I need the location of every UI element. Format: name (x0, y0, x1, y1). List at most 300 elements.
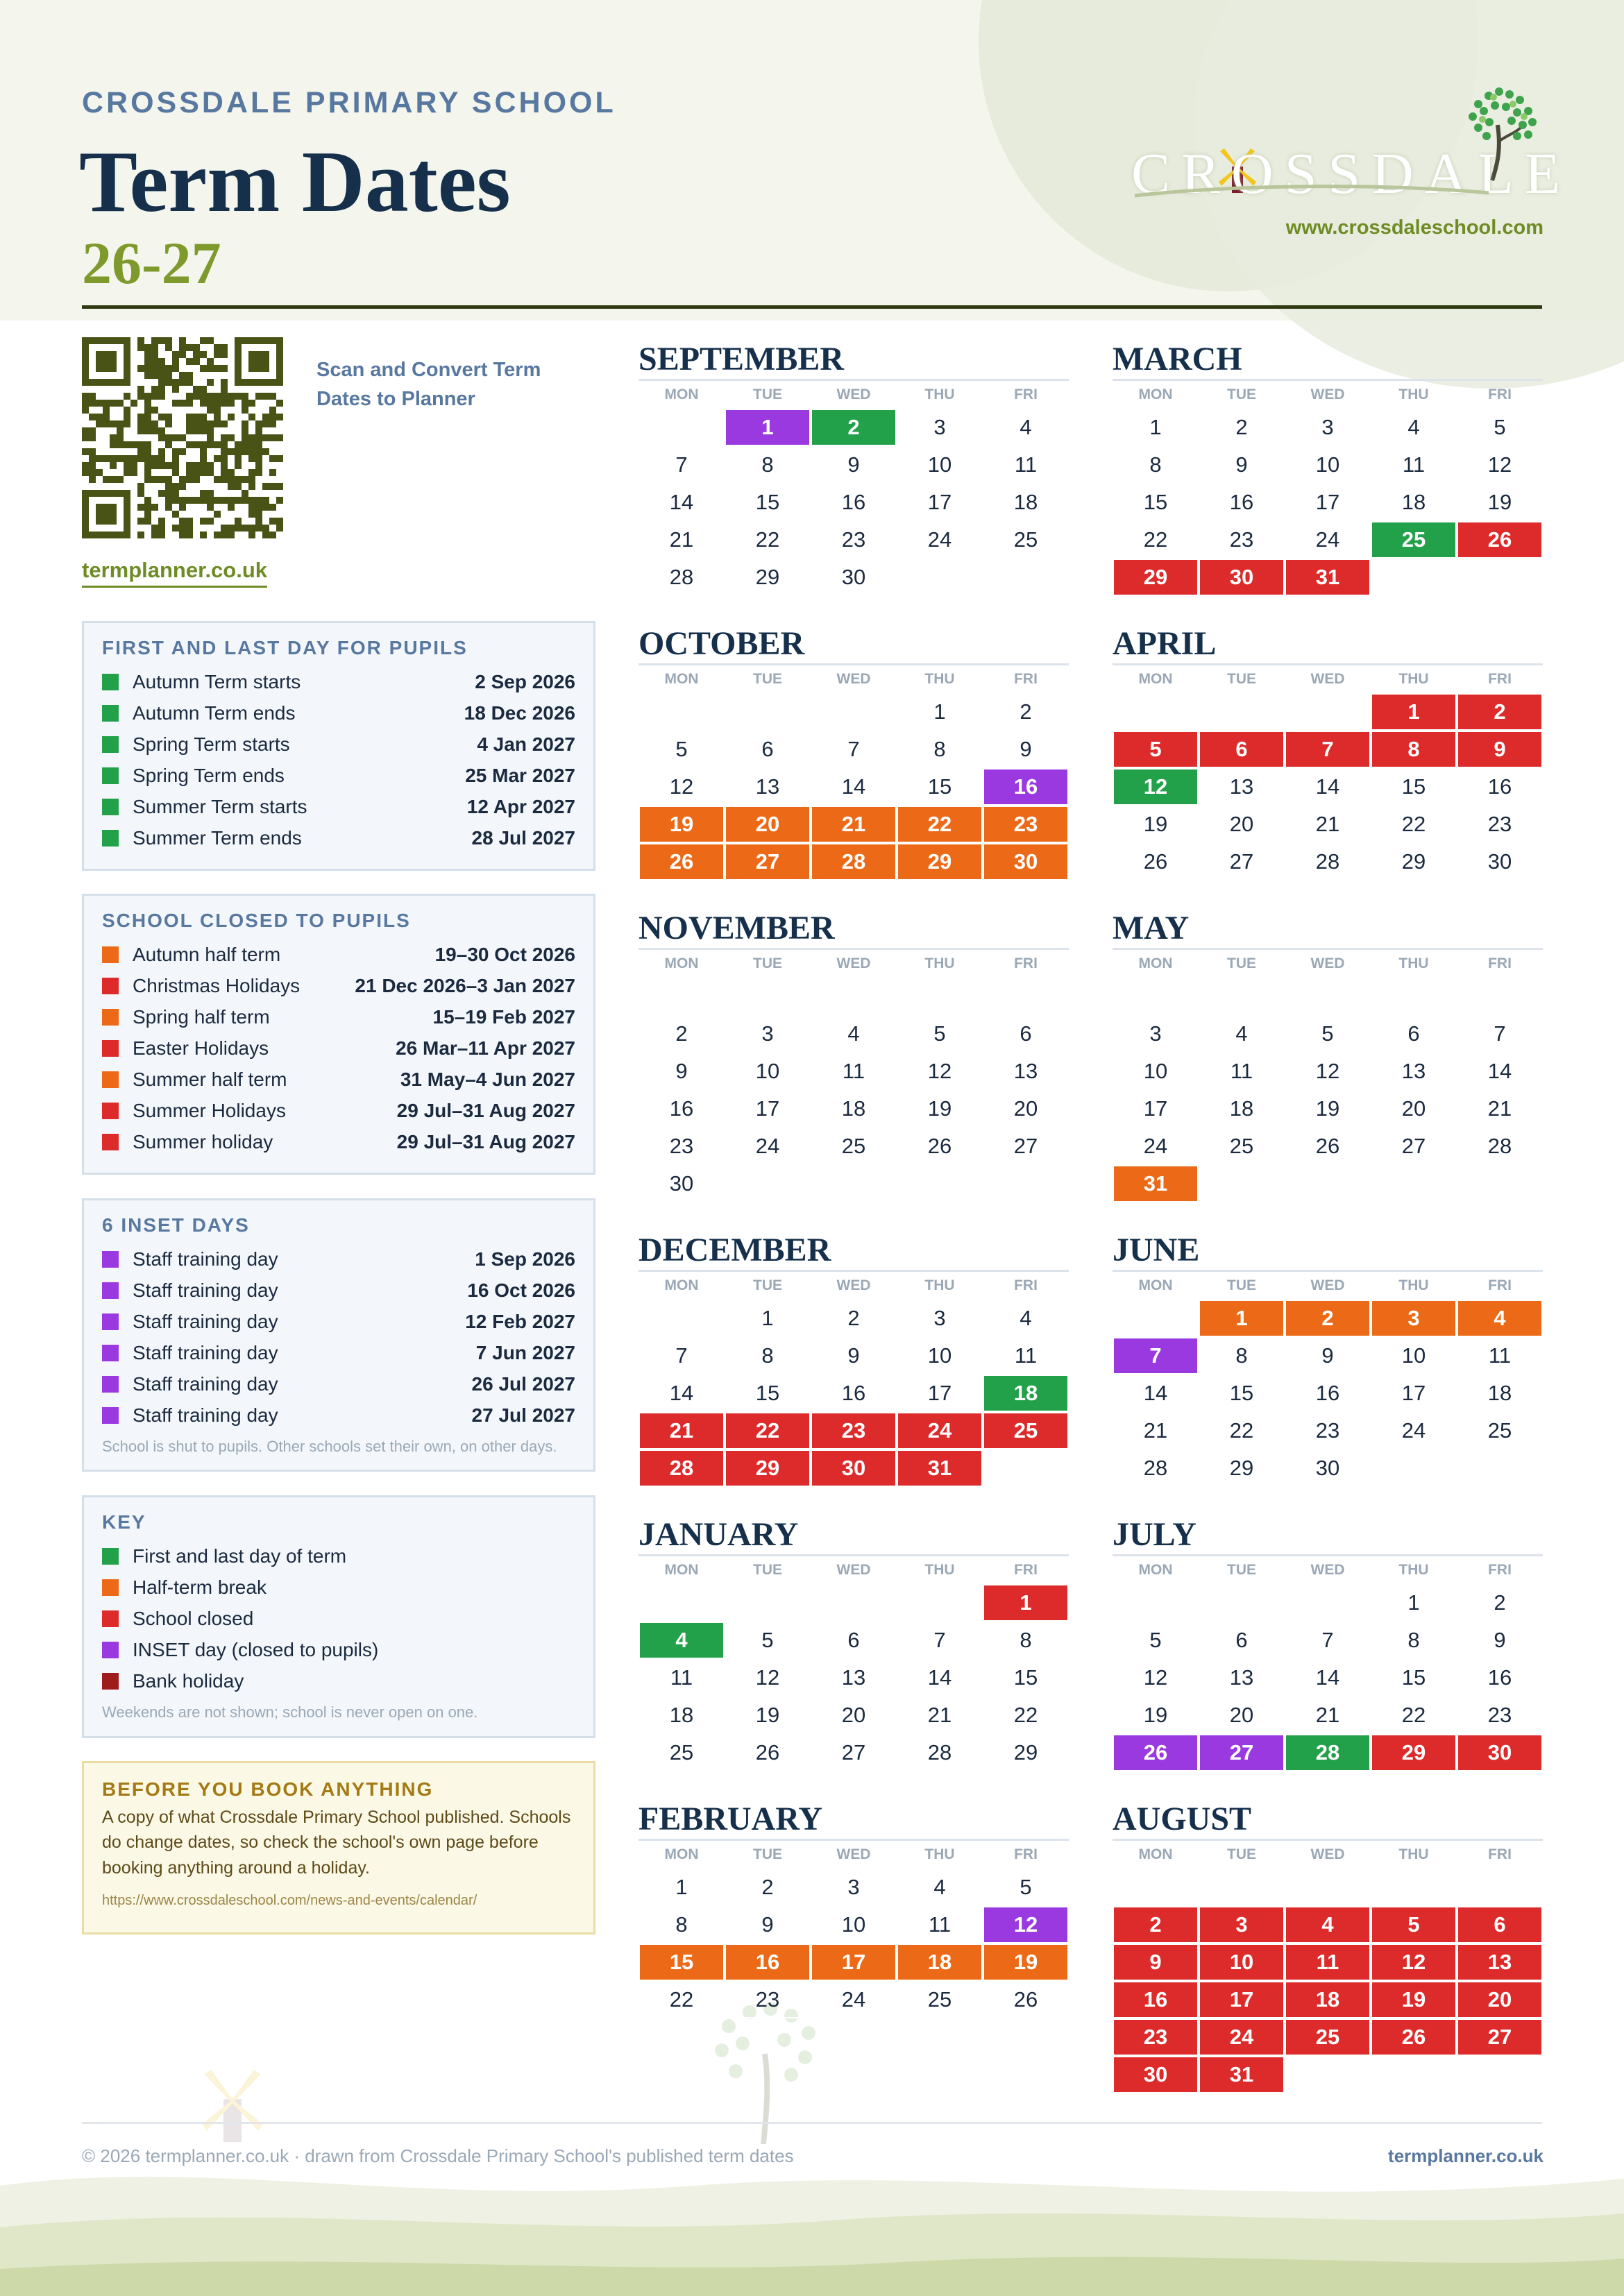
day-cell: 29 (725, 1449, 811, 1487)
day-cell: 5 (1371, 1906, 1457, 1944)
day-cell: 11 (983, 446, 1069, 484)
row-label: Summer half term (133, 1068, 287, 1090)
day-cell: 20 (811, 1697, 897, 1734)
day-cell: 27 (1199, 843, 1285, 881)
day-cell: 30 (1113, 2056, 1199, 2093)
color-swatch (102, 1642, 119, 1658)
day-cell: 6 (1199, 731, 1285, 768)
color-swatch (102, 1103, 119, 1119)
weekday-label: TUE (753, 671, 782, 687)
row-date: 31 May–4 Jun 2027 (400, 1068, 575, 1090)
empty-cell (897, 1584, 983, 1622)
footer-link[interactable]: termplanner.co.uk (1388, 2145, 1543, 2166)
day-cell: 15 (983, 1659, 1069, 1697)
day-cell: 1 (897, 693, 983, 731)
weekday-label: FRI (1014, 1277, 1038, 1293)
day-cell: 14 (1113, 1375, 1199, 1412)
day-cell: 12 (1457, 446, 1543, 484)
day-cell: 13 (1199, 768, 1285, 806)
row-label: Christmas Holidays (133, 974, 301, 996)
panel-row-summer-holidays (102, 1095, 575, 1126)
empty-cell (1113, 1584, 1199, 1622)
day-cell: 26 (1371, 2018, 1457, 2056)
row-label: Bank holiday (133, 1669, 244, 1692)
logo-swoosh (1131, 180, 1492, 201)
weekday-label: WED (836, 386, 871, 402)
day-cell: 7 (638, 446, 725, 484)
month-name: JANUARY (638, 1516, 799, 1553)
weekday-label: THU (1398, 671, 1429, 687)
weekday-label: FRI (1488, 1277, 1512, 1293)
day-grid (1113, 693, 1543, 881)
day-cell: 2 (1285, 1300, 1371, 1337)
color-swatch (102, 1313, 119, 1330)
weekday-header (1113, 381, 1543, 409)
day-cell: 5 (897, 1015, 983, 1053)
color-swatch (102, 1009, 119, 1026)
day-cell: 19 (1113, 806, 1199, 843)
weekday-header (638, 1556, 1069, 1584)
panel-row-summer-holiday (102, 1126, 575, 1157)
day-cell: 23 (983, 806, 1069, 843)
day-cell: 10 (897, 1337, 983, 1375)
month-april (1113, 627, 1543, 881)
day-cell: 22 (897, 806, 983, 843)
weekday-label: THU (924, 955, 955, 971)
day-cell: 25 (1371, 521, 1457, 559)
color-swatch (102, 946, 119, 963)
day-cell: 20 (1457, 1981, 1543, 2018)
day-cell: 3 (1199, 1906, 1285, 1944)
day-cell: 25 (1285, 2018, 1371, 2056)
weekday-label: MON (664, 955, 699, 971)
day-grid (638, 1300, 1069, 1487)
panel-row-staff-training-day (102, 1243, 575, 1275)
panel-row-easter-holidays (102, 1032, 575, 1064)
row-label: Staff training day (133, 1279, 278, 1301)
day-cell: 3 (1113, 1015, 1199, 1053)
day-cell: 20 (983, 1090, 1069, 1128)
weekday-label: MON (1138, 1846, 1173, 1862)
empty-cell (1285, 1584, 1371, 1622)
day-cell: 13 (725, 768, 811, 806)
day-cell: 29 (1113, 559, 1199, 596)
day-cell: 12 (1113, 768, 1199, 806)
day-cell: 10 (897, 446, 983, 484)
day-cell: 8 (1113, 446, 1199, 484)
day-cell: 10 (1371, 1337, 1457, 1375)
weekday-label: TUE (753, 955, 782, 971)
day-cell: 9 (1457, 1622, 1543, 1659)
weekday-label: THU (1398, 955, 1429, 971)
day-cell: 2 (725, 1869, 811, 1906)
day-cell: 17 (1371, 1375, 1457, 1412)
day-cell: 18 (1371, 484, 1457, 521)
footer-copyright: © 2026 termplanner.co.uk · drawn from Crossdale Primary School's published term dates (82, 2145, 794, 2166)
month-name: OCTOBER (638, 625, 805, 662)
day-cell: 11 (1199, 1053, 1285, 1090)
day-cell: 9 (811, 446, 897, 484)
day-cell: 21 (638, 521, 725, 559)
weekday-header (638, 381, 1069, 409)
weekday-label: WED (1310, 1846, 1345, 1862)
day-cell: 16 (1285, 1375, 1371, 1412)
month-name: APRIL (1113, 625, 1217, 662)
day-cell: 18 (1457, 1375, 1543, 1412)
day-cell: 16 (983, 768, 1069, 806)
row-date: 29 Jul–31 Aug 2027 (396, 1130, 575, 1153)
day-cell: 9 (1457, 731, 1543, 768)
day-cell: 11 (638, 1659, 725, 1697)
row-label: First and last day of term (133, 1545, 347, 1567)
day-cell: 18 (638, 1697, 725, 1734)
day-cell: 4 (983, 1300, 1069, 1337)
empty-cell (1371, 559, 1457, 596)
day-grid (638, 693, 1069, 881)
day-cell: 29 (1199, 1449, 1285, 1487)
day-cell: 3 (1285, 409, 1371, 446)
day-cell: 29 (725, 559, 811, 596)
day-cell: 10 (1199, 1944, 1285, 1981)
color-swatch (102, 674, 119, 690)
day-cell: 21 (1285, 1697, 1371, 1734)
empty-cell (1457, 2056, 1543, 2093)
day-cell: 16 (811, 484, 897, 521)
weekday-label: WED (836, 955, 871, 971)
panel-title: 6 INSET DAYS (102, 1214, 250, 1236)
termplanner-link[interactable]: termplanner.co.uk (82, 558, 267, 588)
weekday-label: THU (924, 1562, 955, 1578)
weekday-label: TUE (1227, 386, 1256, 402)
calendar-source-link[interactable]: https://www.crossdaleschool.com/news-and-events/calendar/ (102, 1892, 477, 1908)
color-swatch (102, 1345, 119, 1361)
panel-row-staff-training-day (102, 1400, 575, 1431)
day-cell: 31 (1113, 1165, 1199, 1202)
day-grid (1113, 1869, 1543, 2093)
day-cell: 22 (1371, 806, 1457, 843)
weekday-label: FRI (1488, 955, 1512, 971)
empty-cell (1199, 1584, 1285, 1622)
row-label: Staff training day (133, 1248, 278, 1270)
empty-cell (1457, 1449, 1543, 1487)
logo-wordmark: CROSSDALE (1131, 142, 1572, 206)
day-cell: 16 (1457, 768, 1543, 806)
row-date: 27 Jul 2027 (471, 1404, 575, 1426)
month-march (1113, 343, 1543, 596)
day-cell: 9 (638, 1053, 725, 1090)
weekday-label: THU (1398, 1846, 1429, 1862)
day-cell: 28 (1285, 1734, 1371, 1771)
empty-cell (811, 1584, 897, 1622)
color-swatch (102, 1040, 119, 1057)
day-cell: 1 (1371, 1584, 1457, 1622)
day-cell: 9 (811, 1337, 897, 1375)
month-may (1113, 912, 1543, 1202)
empty-cell (983, 978, 1069, 1015)
booking-warning (82, 1761, 595, 1934)
day-cell: 19 (1457, 484, 1543, 521)
weekday-label: WED (1310, 671, 1345, 687)
day-cell: 11 (983, 1337, 1069, 1375)
month-november (638, 912, 1069, 1202)
day-cell: 15 (897, 768, 983, 806)
day-cell: 8 (638, 1906, 725, 1944)
row-label: Spring half term (133, 1005, 270, 1028)
empty-cell (638, 693, 725, 731)
color-swatch (102, 1579, 119, 1596)
panel-row-school-closed (102, 1603, 575, 1634)
color-swatch (102, 1673, 119, 1690)
weekday-label: WED (836, 1846, 871, 1862)
day-cell: 2 (811, 409, 897, 446)
day-cell: 8 (1371, 731, 1457, 768)
day-cell: 11 (1371, 446, 1457, 484)
day-cell: 1 (983, 1584, 1069, 1622)
day-cell: 27 (983, 1128, 1069, 1165)
day-cell: 3 (897, 1300, 983, 1337)
day-cell: 26 (1113, 1734, 1199, 1771)
day-cell: 11 (811, 1053, 897, 1090)
day-cell: 13 (1457, 1944, 1543, 1981)
day-cell: 10 (725, 1053, 811, 1090)
day-cell: 10 (1285, 446, 1371, 484)
key-panel (82, 1495, 595, 1738)
day-cell: 22 (725, 521, 811, 559)
empty-cell (1371, 1869, 1457, 1906)
row-date: 25 Mar 2027 (465, 764, 575, 786)
day-cell: 15 (1371, 768, 1457, 806)
weekday-header (638, 665, 1069, 693)
weekday-header (1113, 1841, 1543, 1869)
faint-windmill-icon (187, 2061, 278, 2151)
weekday-label: THU (1398, 1277, 1429, 1293)
weekday-label: FRI (1488, 671, 1512, 687)
day-cell: 25 (983, 521, 1069, 559)
day-cell: 23 (1285, 1412, 1371, 1449)
day-cell: 24 (725, 1128, 811, 1165)
month-name: SEPTEMBER (638, 341, 845, 377)
weekday-label: FRI (1014, 1846, 1038, 1862)
day-cell: 30 (1285, 1449, 1371, 1487)
day-cell: 28 (638, 559, 725, 596)
warning-title: BEFORE YOU BOOK ANYTHING (102, 1778, 434, 1800)
weekday-label: MON (664, 1277, 699, 1293)
day-cell: 14 (897, 1659, 983, 1697)
day-cell: 7 (638, 1337, 725, 1375)
qr-code[interactable] (82, 337, 283, 538)
row-label: Autumn Term ends (133, 701, 296, 724)
day-cell: 21 (1113, 1412, 1199, 1449)
empty-cell (1113, 693, 1199, 731)
row-date: 7 Jun 2027 (475, 1341, 575, 1363)
day-cell: 24 (1371, 1412, 1457, 1449)
weekday-label: FRI (1488, 1562, 1512, 1578)
weekday-label: TUE (753, 1562, 782, 1578)
weekday-label: TUE (1227, 671, 1256, 687)
school-website[interactable]: www.crossdaleschool.com (1285, 216, 1543, 239)
empty-cell (811, 693, 897, 731)
day-cell: 15 (638, 1944, 725, 1981)
weekday-label: THU (924, 386, 955, 402)
weekday-label: MON (1138, 1562, 1173, 1578)
day-cell: 11 (1285, 1944, 1371, 1981)
day-cell: 21 (1285, 806, 1371, 843)
header-divider (82, 305, 1542, 309)
day-cell: 16 (725, 1944, 811, 1981)
empty-cell (811, 978, 897, 1015)
month-name: JUNE (1113, 1232, 1200, 1268)
month-october (638, 627, 1069, 881)
day-cell: 12 (983, 1906, 1069, 1944)
row-date: 12 Feb 2027 (465, 1310, 575, 1332)
day-cell: 9 (1113, 1944, 1199, 1981)
day-cell: 3 (897, 409, 983, 446)
color-swatch (102, 1610, 119, 1627)
row-date: 15–19 Feb 2027 (432, 1005, 575, 1028)
day-grid (638, 978, 1069, 1202)
day-cell: 19 (725, 1697, 811, 1734)
month-december (638, 1234, 1069, 1487)
row-label: Staff training day (133, 1372, 278, 1395)
day-cell: 21 (1457, 1090, 1543, 1128)
day-cell: 28 (638, 1449, 725, 1487)
day-cell: 18 (1199, 1090, 1285, 1128)
panel-row-staff-training-day (102, 1275, 575, 1306)
row-label: Summer holiday (133, 1130, 273, 1153)
day-cell: 8 (1199, 1337, 1285, 1375)
empty-cell (1457, 559, 1543, 596)
row-label: Autumn half term (133, 943, 281, 965)
color-swatch (102, 1376, 119, 1393)
day-cell: 19 (1113, 1697, 1199, 1734)
day-cell: 9 (725, 1906, 811, 1944)
day-cell: 15 (725, 484, 811, 521)
day-cell: 26 (725, 1734, 811, 1771)
empty-cell (983, 559, 1069, 596)
row-label: Spring Term starts (133, 733, 290, 755)
panel-row-spring-half-term (102, 1001, 575, 1032)
panel-title: KEY (102, 1511, 146, 1533)
day-cell: 28 (897, 1734, 983, 1771)
day-cell: 24 (897, 521, 983, 559)
day-grid (1113, 1300, 1543, 1487)
weekday-label: TUE (1227, 1846, 1256, 1862)
day-cell: 12 (638, 768, 725, 806)
panel-row-staff-training-day (102, 1368, 575, 1400)
day-cell: 4 (1285, 1906, 1371, 1944)
month-name: NOVEMBER (638, 910, 835, 946)
day-cell: 27 (725, 843, 811, 881)
row-label: Staff training day (133, 1404, 278, 1426)
page-title: Term Dates (79, 134, 511, 230)
panel-row-staff-training-day (102, 1337, 575, 1368)
row-label: Easter Holidays (133, 1037, 269, 1059)
day-cell: 3 (811, 1869, 897, 1906)
row-label: School closed (133, 1607, 254, 1629)
panel-row-first-and-last-day-of-term (102, 1540, 575, 1572)
month-name: AUGUST (1113, 1801, 1252, 1837)
empty-cell (1285, 693, 1371, 731)
row-date: 16 Oct 2026 (467, 1279, 575, 1301)
panel-row-summer-half-term (102, 1064, 575, 1095)
day-grid (1113, 978, 1543, 1202)
day-grid (638, 1584, 1069, 1809)
day-cell: 18 (1285, 1981, 1371, 2018)
footer-divider (82, 2122, 1542, 2124)
weekday-label: WED (1310, 955, 1345, 971)
color-swatch (102, 1251, 119, 1268)
empty-cell (1285, 978, 1371, 1015)
day-cell: 19 (1285, 1090, 1371, 1128)
empty-cell (638, 409, 725, 446)
weekday-label: THU (1398, 1562, 1429, 1578)
day-cell: 28 (1285, 843, 1371, 881)
day-cell: 27 (1199, 1734, 1285, 1771)
weekday-header (638, 1272, 1069, 1300)
day-cell: 28 (1113, 1449, 1199, 1487)
day-cell: 29 (983, 1734, 1069, 1771)
day-cell: 23 (1113, 2018, 1199, 2056)
weekday-label: MON (1138, 386, 1173, 402)
empty-cell (638, 978, 725, 1015)
row-date: 1 Sep 2026 (475, 1248, 575, 1270)
day-cell: 14 (1285, 1659, 1371, 1697)
month-name: JULY (1113, 1516, 1196, 1553)
row-date: 26 Jul 2027 (471, 1372, 575, 1395)
month-july (1113, 1518, 1543, 1771)
academic-year: 26-27 (82, 230, 221, 296)
weekday-label: THU (924, 1846, 955, 1862)
panel-note: Weekends are not shown; school is never open on one. (102, 1703, 478, 1721)
day-grid (638, 409, 1069, 596)
panel-note: School is shut to pupils. Other schools set their own, on other days. (102, 1438, 557, 1455)
empty-cell (1371, 2056, 1457, 2093)
day-cell: 13 (1371, 1053, 1457, 1090)
day-cell: 19 (983, 1944, 1069, 1981)
weekday-header (1113, 1272, 1543, 1300)
day-cell: 30 (983, 843, 1069, 881)
day-cell: 1 (1371, 693, 1457, 731)
day-cell: 1 (725, 409, 811, 446)
day-cell: 14 (1457, 1053, 1543, 1090)
day-grid (1113, 1584, 1543, 1771)
day-cell: 4 (983, 409, 1069, 446)
month-january (638, 1518, 1069, 1809)
weekday-header (1113, 950, 1543, 978)
row-date: 2 Sep 2026 (475, 670, 575, 692)
row-label: Spring Term ends (133, 764, 285, 786)
weekday-header (1113, 665, 1543, 693)
day-cell: 2 (811, 1300, 897, 1337)
day-cell: 24 (1113, 1128, 1199, 1165)
weekday-label: TUE (753, 1277, 782, 1293)
day-cell: 7 (1285, 731, 1371, 768)
day-cell: 23 (725, 1981, 811, 2018)
day-cell: 29 (1371, 1734, 1457, 1771)
day-cell: 18 (897, 1944, 983, 1981)
empty-cell (1371, 978, 1457, 1015)
day-cell: 28 (811, 843, 897, 881)
day-cell: 6 (1371, 1015, 1457, 1053)
empty-cell (1113, 978, 1199, 1015)
day-cell: 7 (897, 1622, 983, 1659)
day-cell: 5 (1113, 1622, 1199, 1659)
color-swatch (102, 1282, 119, 1299)
day-cell: 22 (983, 1697, 1069, 1734)
day-cell: 6 (725, 731, 811, 768)
day-cell: 23 (1199, 521, 1285, 559)
weekday-label: MON (1138, 1277, 1173, 1293)
